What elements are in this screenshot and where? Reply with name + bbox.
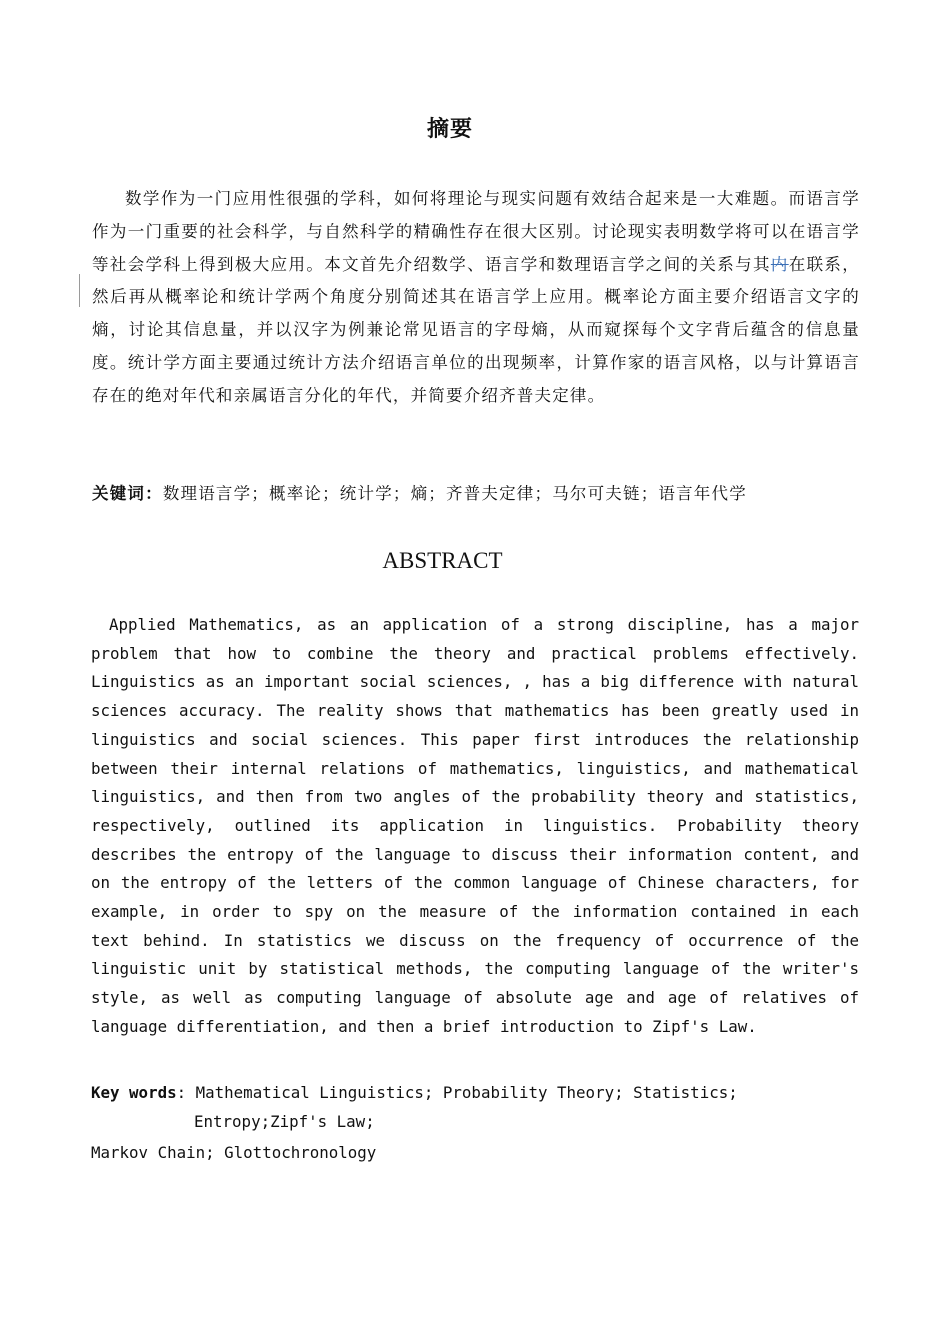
chinese-abstract-text-part2: 在联系，然后再从概率论和统计学两个角度分别简述其在语言学上应用。概率论方面主要介绍语言文字的熵，讨论其信息量，并以汉字为例兼论常见语言的字母熵，从而窥探每个文字背后蕴含的信息量度。统计学方面主要通过统计方法介绍语言单位的出现频率，计算作家的语言风格，以与计算语言存在的绝对年代和亲属语言分化的年代，并简要介绍齐普夫定律。 bbox=[92, 254, 860, 405]
chinese-abstract-text-part1: 数学作为一门应用性很强的学科，如何将理论与现实问题有效结合起来是一大难题。而语言学作为一门重要的社会科学，与自然科学的精确性存在很大区别。讨论现实表明数学将可以在语言学等社会学科上得到极大应用。本文首先介绍数学、语言学和数理语言学之间的关系与其 bbox=[92, 189, 860, 274]
chinese-keywords-list: 数理语言学；概率论；统计学；熵；齐普夫定律；马尔可夫链；语言年代学 bbox=[162, 484, 747, 503]
english-abstract-title: ABSTRACT bbox=[382, 548, 503, 573]
english-abstract-text: Applied Mathematics, as an application of a strong discipline, has a major problem that how to combine the theory and practical problems effectively. Linguistics as an important social sciences, , has a big difference with natural sciences accuracy. The reality shows that mathematics has been greatly used in linguistics and social sciences. This paper first introduces the relationship between their internal relations of mathematics, linguistics, and mathematical linguistics, and then from two angles of the probability theory and statistics, respectively, outlined its application in linguistics. Probability theory describes the entropy of the language to discuss their information content, and on the entropy of the letters of the common language of Chinese characters, for example, in order to spy on the measure of the information contained in each text behind. In statistics we discuss on the frequency of occurrence of the linguistic unit by statistical methods, the computing language of the writer's style, as well as computing language of absolute age and age of relatives of language differentiation, and then a brief introduction to Zipf's Law. bbox=[91, 615, 859, 1036]
english-keywords-line3: Markov Chain; Glottochronology bbox=[91, 1143, 377, 1162]
deleted-revision-text: 内 bbox=[770, 254, 789, 274]
english-abstract-body bbox=[91, 611, 859, 1042]
chinese-keywords bbox=[92, 480, 892, 508]
english-keywords bbox=[91, 1079, 871, 1168]
revision-change-bar bbox=[79, 274, 80, 307]
chinese-keywords-label: 关键词： bbox=[92, 484, 163, 503]
english-keywords-part1: : Mathematical Linguistics; Probability Theory; Statistics; bbox=[176, 1083, 738, 1102]
english-keywords-line1 bbox=[91, 1079, 871, 1108]
english-keywords-label: Key words bbox=[91, 1083, 177, 1102]
chinese-abstract-body bbox=[92, 183, 860, 413]
english-keywords-line2: Entropy;Zipf's Law; bbox=[194, 1111, 375, 1131]
chinese-abstract-title: 摘要 bbox=[426, 116, 473, 142]
